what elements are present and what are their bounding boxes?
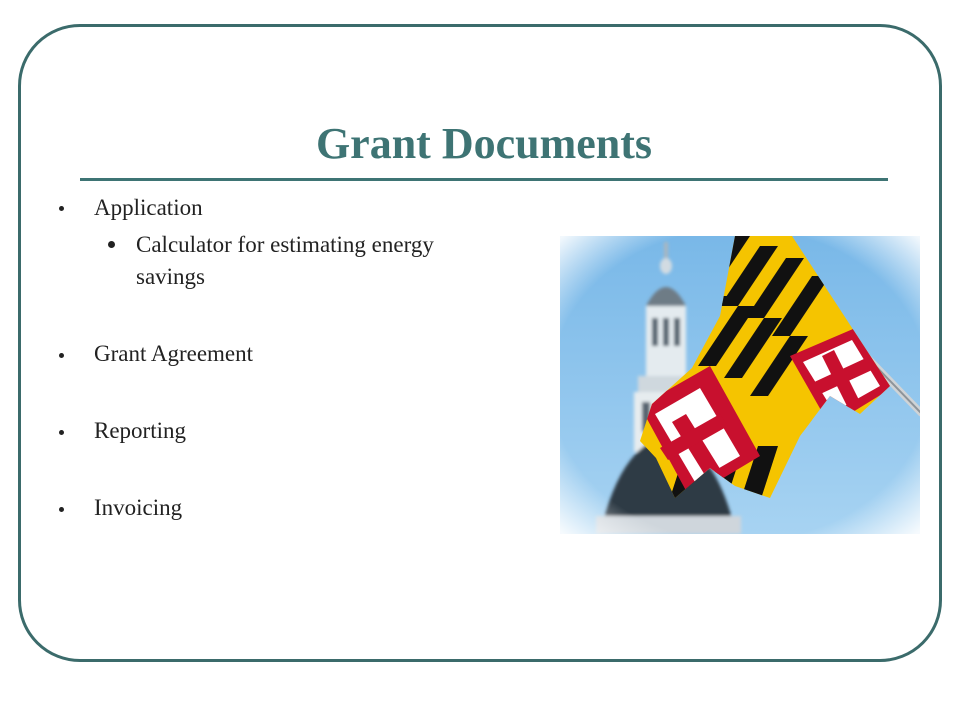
sub-bullet-dot <box>108 241 115 248</box>
sub-bullet-calculator-line2: savings <box>136 264 205 289</box>
maryland-flag-photo <box>560 236 920 534</box>
bullet-invoicing: Invoicing <box>94 495 183 520</box>
sub-bullet-calculator-line1: Calculator for estimating energy <box>136 232 434 257</box>
bullet-dot <box>59 430 64 435</box>
bullet-application: Application <box>94 195 203 220</box>
bullet-reporting: Reporting <box>94 418 186 443</box>
title-underline <box>80 178 888 181</box>
slide-title: Grant Documents <box>315 119 653 168</box>
bullet-grant-agreement: Grant Agreement <box>94 341 254 366</box>
bullet-dot <box>59 206 64 211</box>
bullet-dot <box>59 507 64 512</box>
bullet-dot <box>59 353 64 358</box>
